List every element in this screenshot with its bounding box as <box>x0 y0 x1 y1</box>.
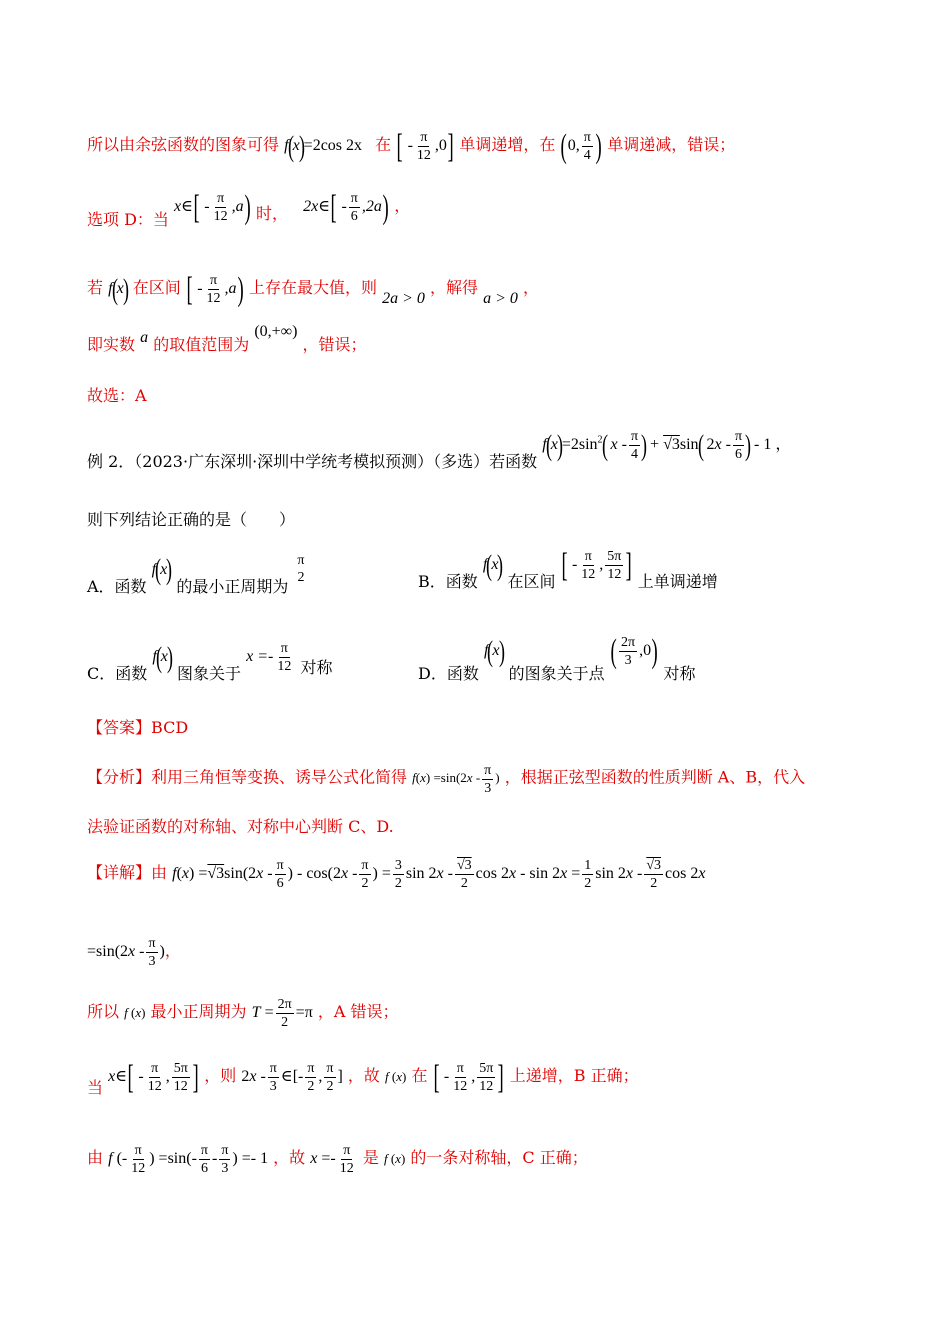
analysis-label: 【分析】 <box>87 767 152 787</box>
text-segment: A．函数 <box>87 576 147 596</box>
text-segment: 利用三角恒等变换、诱导公式化简得 <box>151 767 408 787</box>
text-segment: ，故 <box>347 1066 380 1086</box>
text-segment: 的取值范围为 <box>153 335 250 354</box>
math-interval-increase: [ - $\frac{\pi}{12}$ , $\frac{5\pi}{12}$ ] <box>433 1058 505 1096</box>
text-segment: 对称 <box>663 664 696 684</box>
text-segment: C．函数 <box>87 664 148 684</box>
details-line-2 <box>87 935 181 970</box>
math-a: a <box>140 329 149 346</box>
text-segment: 例 2．（2023·广东深圳·深圳中学统考模拟预测）（多选）若函数 <box>87 452 538 472</box>
answer-value: BCD <box>151 718 189 737</box>
answer-label: 【答案】 <box>87 718 152 737</box>
math-fx: f(x) <box>152 640 173 674</box>
math-fx-small: f (x) <box>385 1069 407 1085</box>
math-derivation: f(x) =√3sin(2x - $\frac{\pi}{6}$ ) - cos(2x - $\frac{\pi}{2}$ ) = $\frac{3}{2}$ sin 2x - $\frac{√3}{2}$ cos 2x - sin 2x = $\frac{1}{2}$ sin 2x - $\frac{√3}{2}$ cos 2x <box>172 858 706 891</box>
answer-line <box>87 718 188 738</box>
option-d[interactable] <box>418 632 696 684</box>
step-3 <box>87 1142 588 1177</box>
math-fx-small: f (x) <box>124 1005 146 1021</box>
analysis-line-1 <box>87 762 805 797</box>
text-segment: 若 <box>87 278 104 298</box>
example-2-question: 则下列结论正确的是（ ） <box>87 510 296 529</box>
math-pi-over-2: π 2 <box>297 553 305 585</box>
text-segment: 在 <box>375 135 392 155</box>
paragraph-line-1 <box>87 129 735 164</box>
math-2x-range: 2x - $\frac{\pi}{3}$ ∈[- $\frac{\pi}{2}$ , $\frac{\pi}{2}$ ] <box>241 1061 343 1094</box>
math-fx: f(x) <box>482 548 504 582</box>
text-segment: ， <box>164 941 181 961</box>
text-segment: 图象关于 <box>177 664 242 684</box>
math-x-range: x∈[ - $\frac{\pi}{12}$ , $\frac{5\pi}{12}$ ] <box>108 1058 199 1096</box>
math-axis: x =- $\frac{\pi}{12}$ <box>310 1143 354 1176</box>
text-segment: 在区间 <box>507 572 556 592</box>
example-2-heading <box>87 428 792 472</box>
text-segment: ，A 错误； <box>317 1002 399 1022</box>
math-interval-1: [ - $\frac{\pi}{12}$ ,0] <box>396 127 454 165</box>
math-fx: f(x)=2cos 2x <box>284 129 363 163</box>
math-period: T = $\frac{2\pi}{2}$ =π <box>251 997 313 1030</box>
text-segment: ， <box>394 196 411 216</box>
math-simplified: f(x) =sin(2x - $\frac{\pi}{3}$ ) <box>412 763 500 796</box>
text-segment: 的一条对称轴，C 正确； <box>410 1148 588 1168</box>
text-segment: 上单调递增 <box>637 572 718 592</box>
text-segment: ， <box>775 434 792 454</box>
math-fx-small: f (x) <box>383 1151 406 1167</box>
text-segment: ， <box>522 278 539 298</box>
math-interval-b: [ - $\frac{\pi}{12}$ , $\frac{5\pi}{12}$ ] <box>561 546 633 584</box>
text-segment: 的最小正周期为 <box>176 576 289 596</box>
text-segment: 由 <box>87 1148 104 1168</box>
text-segment: 上存在最大值，则 <box>248 278 377 298</box>
math-x-interval: x∈[ - $\frac{\pi}{12}$ ,a) <box>174 188 251 226</box>
text-segment: 对称 <box>300 658 333 678</box>
text-segment: ，解得 <box>429 278 478 298</box>
text-segment: 选项 D：当 <box>87 210 169 230</box>
text-segment: D．函数 <box>418 664 479 684</box>
math-fx: f(x) <box>108 272 129 306</box>
option-a[interactable] <box>87 552 309 596</box>
math-2x-interval: 2x∈[ - $\frac{\pi}{6}$ ,2a) <box>303 188 389 226</box>
text-segment: B．函数 <box>418 572 478 592</box>
text-segment: 最小正周期为 <box>150 1002 247 1022</box>
text-segment: ，则 <box>204 1066 237 1086</box>
details-label: 【详解】 <box>87 863 152 883</box>
analysis-line-2: 法验证函数的对称轴、对称中心判断 C、D. <box>87 817 394 836</box>
text-segment: ，错误； <box>302 335 367 354</box>
math-point-d: ( $\frac{2\pi}{3}$ ,0) <box>610 632 658 670</box>
paragraph-line-2 <box>87 188 411 230</box>
text-segment: 所以 <box>87 1002 120 1022</box>
math-interval-2: (0, $\frac{\pi}{4}$ ) <box>560 127 602 165</box>
math-a-positive: a > 0 <box>483 290 518 308</box>
text-segment: 当 <box>87 1078 104 1098</box>
text-segment: 是 <box>362 1148 379 1168</box>
paragraph-line-5: 故选：A <box>87 386 147 405</box>
details-line-1 <box>87 857 705 892</box>
text-segment: 单调递增，在 <box>459 135 556 155</box>
text-segment: 时， <box>256 204 289 224</box>
option-c[interactable] <box>87 640 333 684</box>
math-x-eq: x =- $\frac{\pi}{12}$ <box>246 641 292 674</box>
text-segment: ，根据正弦型函数的性质判断 A、B，代入 <box>504 767 806 787</box>
text-segment: 上递增，B 正确； <box>509 1066 639 1086</box>
text-segment: 的图象关于点 <box>508 664 605 684</box>
math-interval-3: [ - $\frac{\pi}{12}$ ,a) <box>186 270 244 308</box>
math-example-function: $f(x)=2\sin^2$( x - $\frac{\pi}{4}$ ) + √3sin( 2x - $\frac{\pi}{6}$ ) - 1 <box>542 428 776 462</box>
step-1 <box>87 996 399 1031</box>
math-result: =sin(2x - $\frac{\pi}{3}$ ) <box>87 936 165 969</box>
paragraph-line-3 <box>87 272 539 307</box>
text-segment: 所以由余弦函数的图象可得 <box>87 135 280 155</box>
option-b[interactable] <box>418 546 718 592</box>
math-fx: f(x) <box>151 552 173 586</box>
math-range: (0,+∞) <box>254 323 298 340</box>
text-segment: 单调递减，错误； <box>607 135 736 155</box>
text-segment: 在 <box>411 1066 428 1086</box>
text-segment: ，故 <box>273 1148 306 1168</box>
paragraph-line-4 <box>87 323 367 356</box>
math-eval: f (- $\frac{\pi}{12}$ ) =sin(- $\frac{\pi}{6}$ - $\frac{\pi}{3}$ ) =- 1 <box>108 1143 269 1176</box>
step-2 <box>87 1058 639 1098</box>
text-segment: 由 <box>151 863 168 883</box>
text-segment: 即实数 <box>87 335 136 354</box>
math-fx: f(x) <box>483 634 505 668</box>
math-2a-positive: 2a > 0 <box>382 290 425 308</box>
text-segment: 在区间 <box>132 278 181 298</box>
